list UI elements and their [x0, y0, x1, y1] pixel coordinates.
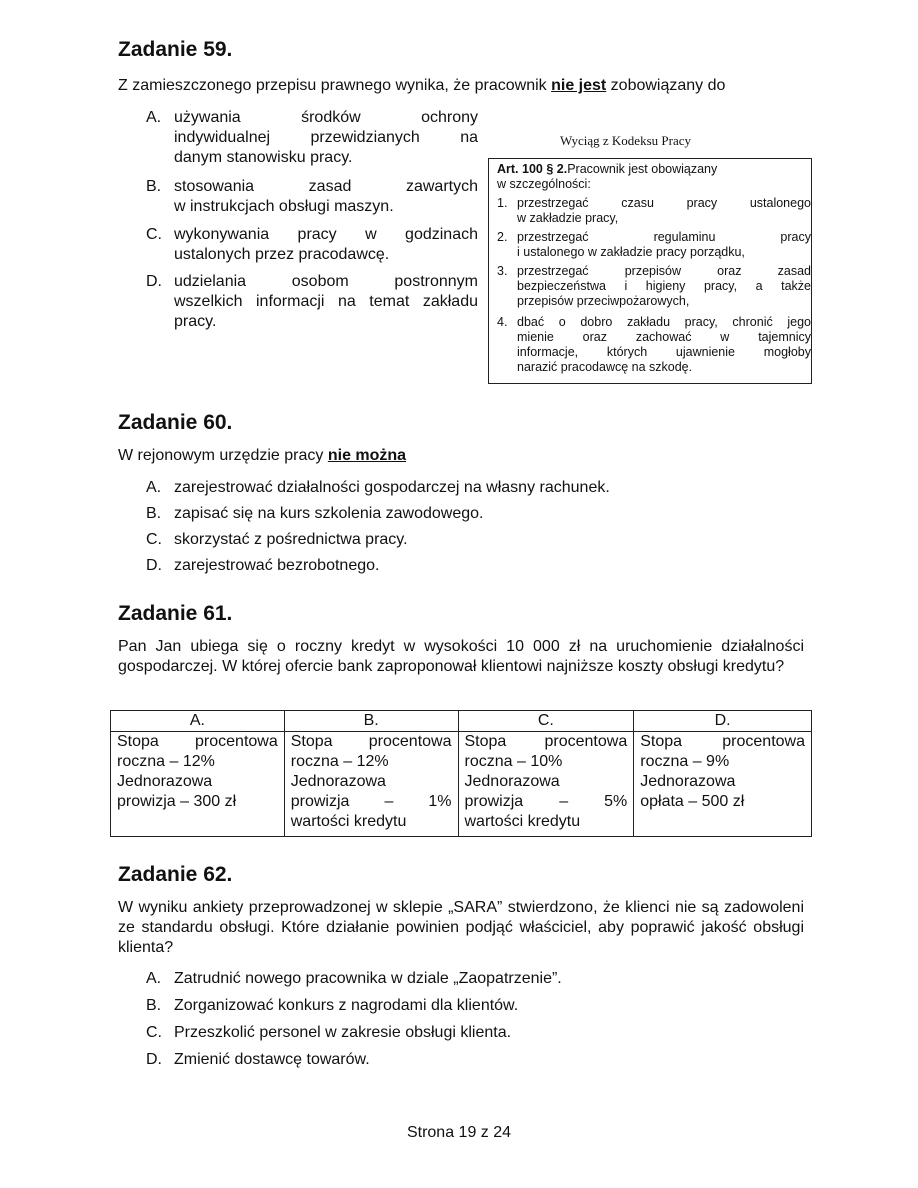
task-61-title: Zadanie 61. [118, 602, 233, 625]
task-59-title: Zadanie 59. [118, 38, 233, 61]
question-text: Z zamieszczonego przepisu prawnego wynika, że pracownik [118, 77, 552, 94]
offer-c-cell[interactable]: Stopa procentowa roczna – 10% Jednorazowa prowizja – 5% wartości kredytu [458, 732, 634, 837]
offer-b-header: B. [284, 711, 458, 732]
task-60-option-c[interactable]: C. skorzystać z pośrednictwa pracy. [146, 531, 408, 548]
offer-d-cell[interactable]: Stopa procentowa roczna – 9% Jednorazowa opłata – 500 zł [634, 732, 812, 837]
law-excerpt-box: Art. 100 § 2.Pracownik jest obowiązany w szczególności: 1. przestrzegać czasu pracy ustalonego w zakładzie pracy, 2. przestrzegać regulaminu pracy i ustalonego w zakładzie pracy porządku, 3. przestrzegać przepisów oraz zasad bezpieczeństwa i higieny pracy, a także przepisów przeciwpożarowych, 4. dbać o dobro zakładu pracy, chronić jego mienie oraz zachować w tajemnicy informacje, których ujawnienie mogłoby narazić pracodawcę na szkodę. [488, 158, 812, 384]
task-60-question [118, 446, 804, 466]
offer-a-cell[interactable]: Stopa procentowa roczna – 12% Jednorazowa prowizja – 300 zł [111, 732, 285, 837]
offers-header-row [111, 711, 812, 732]
task-60-title: Zadanie 60. [118, 411, 233, 434]
task-62-option-d[interactable]: D. Zmienić dostawcę towarów. [146, 1051, 370, 1068]
task-60-option-a[interactable]: A. zarejestrować działalności gospodarczej na własny rachunek. [146, 479, 610, 496]
question-text-end: zobowiązany do [606, 77, 726, 94]
offer-a-header: A. [111, 711, 285, 732]
page-number: Strona 19 z 24 [406, 1124, 512, 1141]
question-emphasis: nie można [327, 447, 407, 464]
task-62-option-c[interactable]: C. Przeszkolić personel w zakresie obsługi klienta. [146, 1024, 512, 1041]
offer-b-cell[interactable]: Stopa procentowa roczna – 12% Jednorazowa prowizja – 1% wartości kredytu [284, 732, 458, 837]
law-article-header: Art. 100 § 2.Pracownik jest obowiązany w szczególności: [497, 162, 718, 191]
offer-c-header: C. [458, 711, 634, 732]
law-excerpt-caption: Wyciąg z Kodeksu Pracy [560, 133, 691, 148]
question-emphasis: nie jest [551, 77, 607, 94]
task-59-question [118, 76, 804, 96]
offers-row [111, 732, 812, 837]
task-62-question: W wyniku ankiety przeprowadzonej w sklepie „SARA” stwierdzono, że klienci nie są zadowoleni ze standardu obsługi. Które działanie powinien podjąć właściciel, aby poprawić jakość obsługi klienta? [118, 899, 804, 956]
task-60-option-b[interactable]: B. zapisać się na kurs szkolenia zawodowego. [146, 505, 484, 522]
offers-table [110, 710, 812, 837]
task-62-option-b[interactable]: B. Zorganizować konkurs z nagrodami dla klientów. [146, 997, 519, 1014]
task-62-option-a[interactable]: A. Zatrudnić nowego pracownika w dziale „Zaopatrzenie”. [146, 970, 562, 987]
task-62-title: Zadanie 62. [118, 863, 233, 886]
task-60-option-d[interactable]: D. zarejestrować bezrobotnego. [146, 557, 380, 574]
question-text: W rejonowym urzędzie pracy [118, 447, 328, 464]
offer-d-header: D. [634, 711, 812, 732]
task-61-question: Pan Jan ubiega się o roczny kredyt w wysokości 10 000 zł na uruchomienie działalności gospodarczej. W której ofercie bank zaproponował klientowi najniższe koszty obsługi kredytu? [118, 638, 804, 675]
